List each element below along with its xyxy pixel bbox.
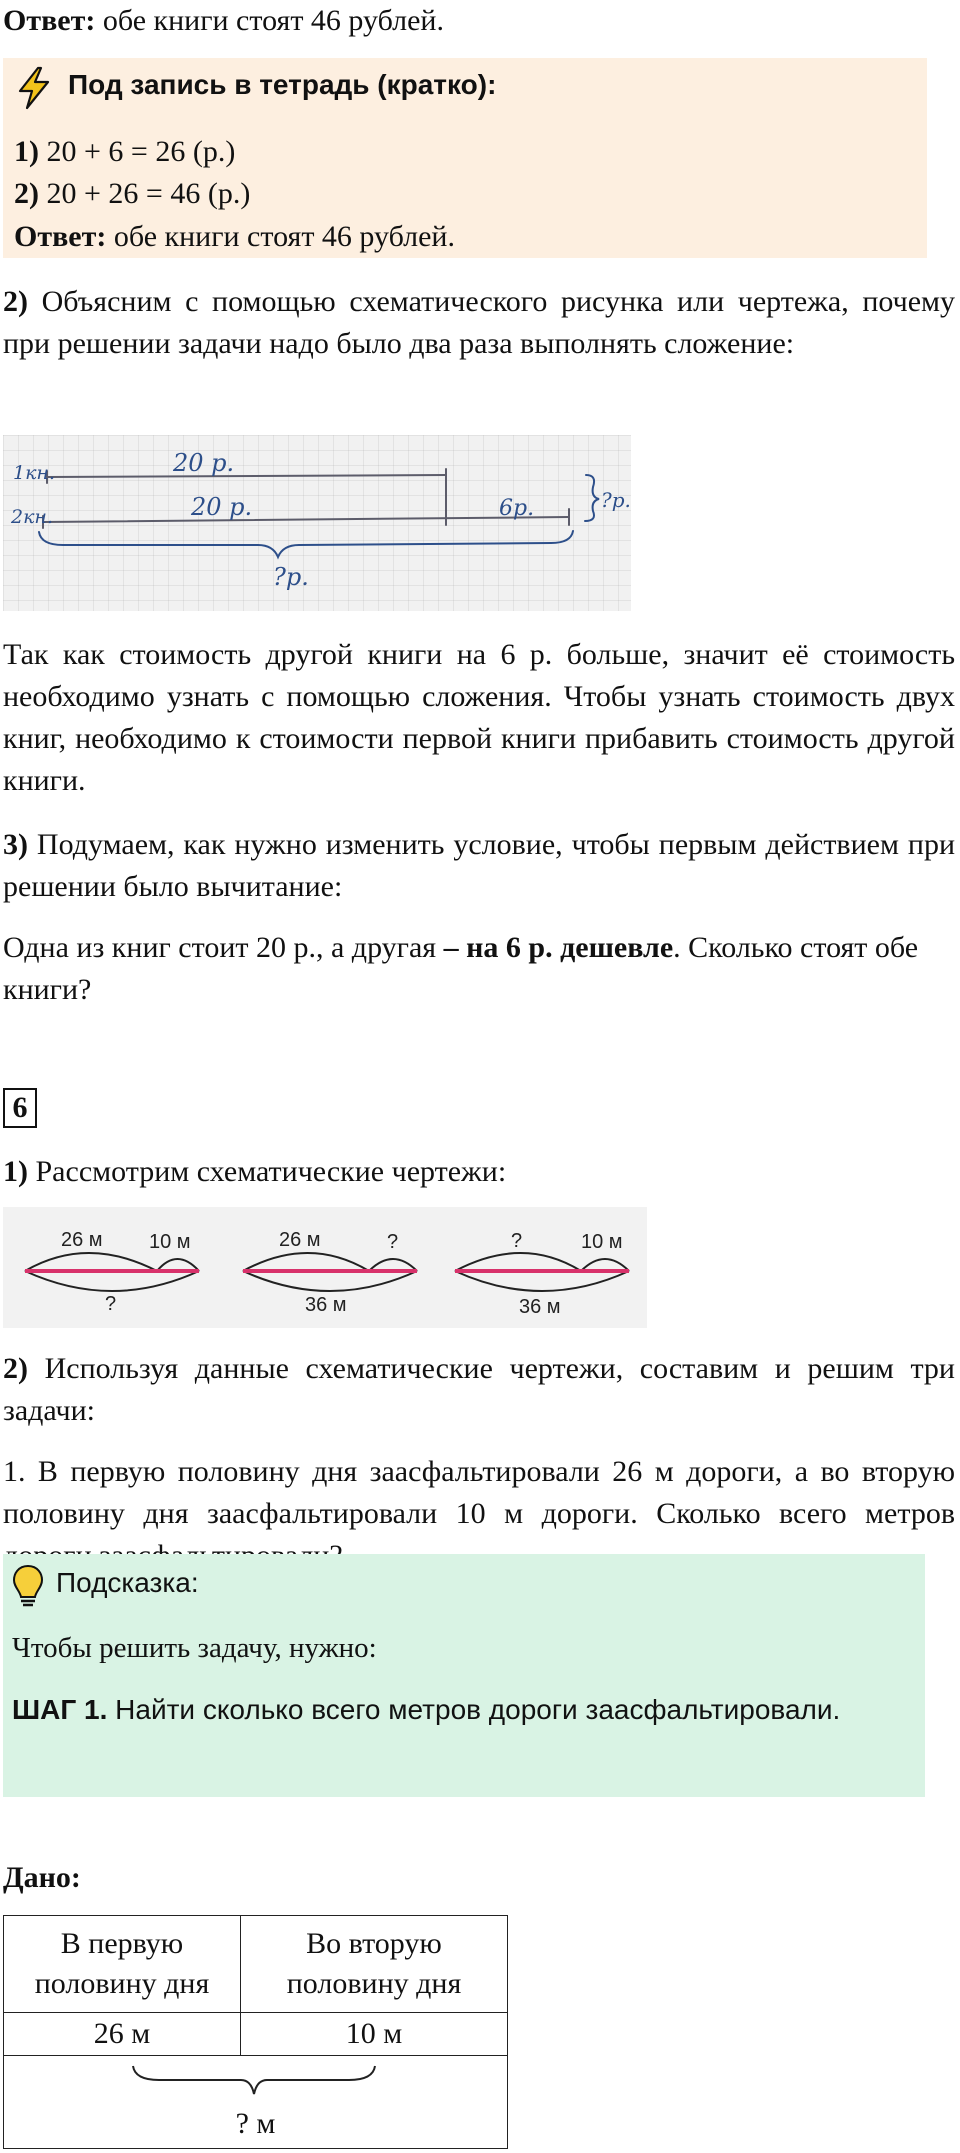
task6-part1: 1) Рассмотрим схематические чертежи: <box>3 1155 507 1188</box>
answer-top-text: обе книги стоят 46 рублей. <box>95 4 444 37</box>
sketch-books <box>3 435 631 611</box>
sketch1-row2-value: 20 р. <box>191 493 253 521</box>
paragraph-explain: Так как стоимость другой книги на 6 р. больше, значит её стоимость необходимо узнать с помощью сложения. Чтобы узнать стоимость двух книг, необходимо к стоимости первой книги прибавить стоимость другой книги. <box>3 638 955 797</box>
segment-diagram-1 <box>25 1229 199 1315</box>
svg-text:?: ? <box>511 1230 523 1252</box>
problem-1: 1. В первую половину дня заасфальтировали 26 м дороги, а во вторую половину дня заасфальтировали 10 м дороги. Сколько всего метров <box>3 1455 955 1530</box>
paragraph-3: 3) Подумаем, как нужно изменить условие, чтобы первым действием при решении было вычитание: <box>3 828 955 903</box>
sketch-segments <box>3 1207 647 1328</box>
notebook-line-2: 2) 20 + 26 = 46 (р.) <box>14 177 251 210</box>
lightning-icon <box>14 66 54 110</box>
notebook-line-1: 1) 20 + 6 = 26 (р.) <box>14 135 236 168</box>
segment-diagram-3 <box>455 1230 629 1318</box>
given-col2-value: 10 м <box>241 2013 508 2056</box>
hint-step-text: Найти сколько всего метров дороги заасфальтировали. <box>107 1694 841 1725</box>
sketch-books-photo <box>3 435 631 611</box>
given-total-cell <box>4 2056 508 2149</box>
answer-top <box>3 0 955 42</box>
svg-text:?: ? <box>105 1293 117 1315</box>
svg-text:36 м: 36 м <box>305 1294 347 1316</box>
svg-text:26 м: 26 м <box>279 1229 321 1251</box>
notebook-answer: Ответ: обе книги стоят 46 рублей. <box>14 220 455 253</box>
task-number: 6 <box>3 1088 37 1128</box>
svg-text:36 м: 36 м <box>519 1296 561 1318</box>
given-label: Дано: <box>3 1861 81 1894</box>
sketch1-row2-label: 2кн. <box>11 506 53 528</box>
answer-top-label: Ответ: <box>3 4 96 37</box>
sketch-segments-photo <box>3 1207 647 1328</box>
sketch1-extra: 6р. <box>499 496 535 521</box>
sketch1-row1-value: 20 р. <box>173 449 235 477</box>
given-table <box>3 1915 508 2149</box>
hint-intro: Чтобы решить задачу, нужно: <box>12 1632 377 1664</box>
paragraph-condition: Одна из книг стоит 20 р., а другая – на 6 р. дешевле. Сколько стоят обе книги? <box>3 931 919 1006</box>
given-col1-header: В первую половину дня <box>4 1916 241 2013</box>
svg-text:26 м: 26 м <box>61 1229 103 1251</box>
svg-text:10 м: 10 м <box>149 1231 191 1253</box>
notebook-title: Под запись в тетрадь (кратко): <box>68 69 497 100</box>
total-brace <box>129 2062 379 2102</box>
paragraph-2: 2) Объясним с помощью схематического рисунка или чертежа, почему при решении задачи надо было два раза выполнять сложение: <box>3 285 955 360</box>
hint-title: Подсказка: <box>56 1567 199 1598</box>
given-col1-value: 26 м <box>4 2013 241 2056</box>
sketch1-row1-label: 1кн. <box>13 462 55 484</box>
given-col2-header: Во вторую половину дня <box>241 1916 508 2013</box>
lightbulb-icon <box>12 1564 44 1608</box>
sketch1-total-mark: ?р. <box>273 563 309 591</box>
svg-text:?: ? <box>387 1231 399 1253</box>
svg-text:10 м: 10 м <box>581 1231 623 1253</box>
task6-part2: 2) Используя данные схематические чертежи, составим и решим три задачи: <box>3 1352 955 1427</box>
segment-diagram-2 <box>243 1229 417 1316</box>
hint-step-label: ШАГ 1. <box>12 1694 108 1725</box>
sketch1-diff-mark: ?р. <box>601 488 631 512</box>
hint-step <box>12 1688 912 1732</box>
given-total: ? м <box>235 2107 276 2140</box>
